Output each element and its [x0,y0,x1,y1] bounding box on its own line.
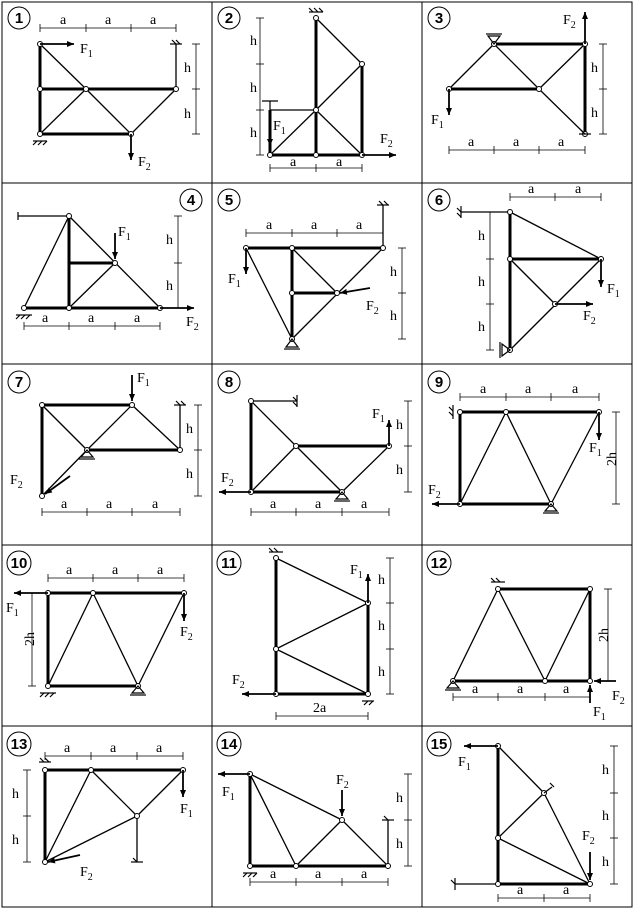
svg-text:F2: $F_2$ [80,865,93,883]
svg-text:a: a [480,382,487,397]
problem-number-10 [7,551,31,575]
svg-text:h: h [396,837,403,852]
svg-text:F1: $F_1$ [228,272,241,290]
svg-text:a: a [517,883,524,898]
problem-number-11 [217,551,241,575]
svg-text:F1: $F_1$ [6,601,19,619]
svg-text:F1: $F_1$ [593,705,606,723]
svg-text:a: a [361,497,368,512]
svg-text:a: a [468,135,475,150]
svg-text:6: 6 [434,192,444,209]
truss-14 [218,772,412,887]
svg-text:a: a [106,497,113,512]
svg-text:5: 5 [224,192,234,209]
truss-7 [10,371,202,516]
svg-text:h: h [184,61,191,76]
svg-text:2h: 2h [597,628,612,642]
truss-2 [250,8,396,172]
svg-text:a: a [110,741,117,756]
svg-text:2h: 2h [605,452,620,466]
problem-number-13 [7,732,31,756]
svg-text:3: 3 [434,10,444,27]
truss-6 [457,182,620,358]
svg-text:h: h [478,229,485,244]
svg-text:F2: $F_2$ [612,689,625,707]
svg-text:h: h [250,126,257,141]
problem-number-7 [8,371,30,393]
svg-text:h: h [12,787,19,802]
svg-text:2: 2 [224,10,234,27]
svg-text:a: a [88,311,95,326]
svg-text:h: h [396,463,403,478]
truss-10 [6,563,193,697]
svg-text:a: a [42,311,49,326]
svg-text:2h: 2h [23,632,38,646]
svg-text:11: 11 [221,555,237,572]
svg-text:h: h [602,763,609,778]
truss-8 [219,395,412,516]
svg-text:F1: $F_1$ [118,225,131,243]
svg-text:a: a [66,563,73,578]
svg-text:h: h [396,791,403,806]
truss-13 [12,741,193,883]
truss-9 [428,382,620,513]
problem-number-2 [218,7,240,29]
svg-text:h: h [166,279,173,294]
svg-text:F2: $F_2$ [582,829,595,847]
svg-text:a: a [152,497,159,512]
svg-text:a: a [157,563,164,578]
svg-text:a: a [156,741,163,756]
svg-text:F1: $F_1$ [607,282,620,300]
svg-text:h: h [390,309,397,324]
svg-text:h: h [478,275,485,290]
problem-number-12 [427,551,451,575]
svg-text:h: h [186,467,193,482]
svg-text:10: 10 [10,555,28,572]
svg-text:a: a [558,135,565,150]
svg-text:a: a [112,563,119,578]
svg-text:F1: $F_1$ [273,119,286,137]
svg-text:7: 7 [14,374,24,391]
problem-number-1 [8,7,30,29]
svg-text:F2: $F_2$ [428,483,441,501]
problem-number-6 [428,189,450,211]
svg-text:F1: $F_1$ [589,441,602,459]
svg-text:F2: $F_2$ [336,773,349,791]
svg-text:h: h [390,265,397,280]
svg-text:h: h [378,573,385,588]
problem-number-8 [218,371,240,393]
svg-text:F2: $F_2$ [180,625,193,643]
svg-text:h: h [591,106,598,121]
svg-text:a: a [513,135,520,150]
svg-text:a: a [270,497,277,512]
svg-text:a: a [315,497,322,512]
svg-text:h: h [396,418,403,433]
truss-15 [451,744,618,903]
svg-text:4: 4 [186,192,196,209]
svg-text:F2: $F_2$ [186,315,199,333]
svg-text:F2: $F_2$ [138,155,151,173]
svg-text:a: a [472,682,479,697]
svg-text:F2: $F_2$ [10,473,23,491]
svg-text:a: a [290,155,297,170]
svg-text:h: h [378,619,385,634]
svg-text:F1: $F_1$ [137,371,150,389]
svg-text:a: a [356,218,363,233]
svg-text:F2: $F_2$ [583,309,596,327]
svg-text:F1: $F_1$ [372,407,385,425]
svg-text:h: h [184,107,191,122]
svg-text:h: h [250,81,257,96]
svg-text:F1: $F_1$ [350,563,363,581]
svg-text:a: a [575,182,582,197]
svg-text:a: a [270,867,277,882]
svg-text:F1: $F_1$ [80,42,93,60]
svg-text:h: h [478,320,485,335]
truss-4 [16,212,199,333]
svg-text:a: a [528,182,535,197]
svg-text:h: h [591,61,598,76]
truss-12 [445,578,625,723]
svg-text:a: a [572,382,579,397]
svg-text:F2: $F_2$ [232,673,245,691]
svg-text:1: 1 [14,10,24,27]
svg-text:a: a [563,682,570,697]
problem-number-9 [428,371,450,393]
svg-text:h: h [186,422,193,437]
svg-text:a: a [563,883,570,898]
svg-text:a: a [336,155,343,170]
problem-number-15 [427,732,451,756]
svg-text:F2: $F_2$ [366,299,379,317]
problem-number-5 [218,189,240,211]
problem-number-3 [428,7,450,29]
truss-3 [431,12,607,154]
svg-text:F2: $F_2$ [221,471,234,489]
svg-text:F2: $F_2$ [563,13,576,31]
svg-text:a: a [266,218,273,233]
svg-text:13: 13 [10,736,28,753]
svg-text:F2: $F_2$ [380,132,393,150]
svg-text:h: h [12,833,19,848]
svg-text:15: 15 [430,736,448,753]
svg-text:2a: 2a [313,701,327,716]
svg-text:a: a [525,382,532,397]
truss-5 [228,201,406,349]
svg-text:a: a [105,13,112,28]
svg-text:F1: $F_1$ [458,755,471,773]
problem-number-14 [217,732,241,756]
svg-text:9: 9 [434,374,444,391]
svg-text:a: a [60,13,67,28]
svg-text:a: a [315,867,322,882]
svg-text:a: a [64,741,71,756]
svg-text:h: h [602,809,609,824]
svg-text:F1: $F_1$ [431,113,444,131]
svg-text:a: a [134,311,141,326]
svg-text:14: 14 [220,736,238,753]
svg-text:F1: $F_1$ [180,802,193,820]
svg-text:8: 8 [224,374,234,391]
svg-text:h: h [602,855,609,870]
svg-text:a: a [361,867,368,882]
svg-text:h: h [378,665,385,680]
svg-text:F1: $F_1$ [222,785,235,803]
svg-text:a: a [150,13,157,28]
svg-text:h: h [166,233,173,248]
svg-text:h: h [250,34,257,49]
svg-text:a: a [311,218,318,233]
problem-number-4 [180,189,202,211]
svg-text:a: a [517,682,524,697]
truss-11 [232,548,394,720]
svg-text:a: a [61,497,68,512]
truss-1 [33,13,200,173]
svg-text:12: 12 [430,555,448,572]
problem-numbers [7,7,451,756]
